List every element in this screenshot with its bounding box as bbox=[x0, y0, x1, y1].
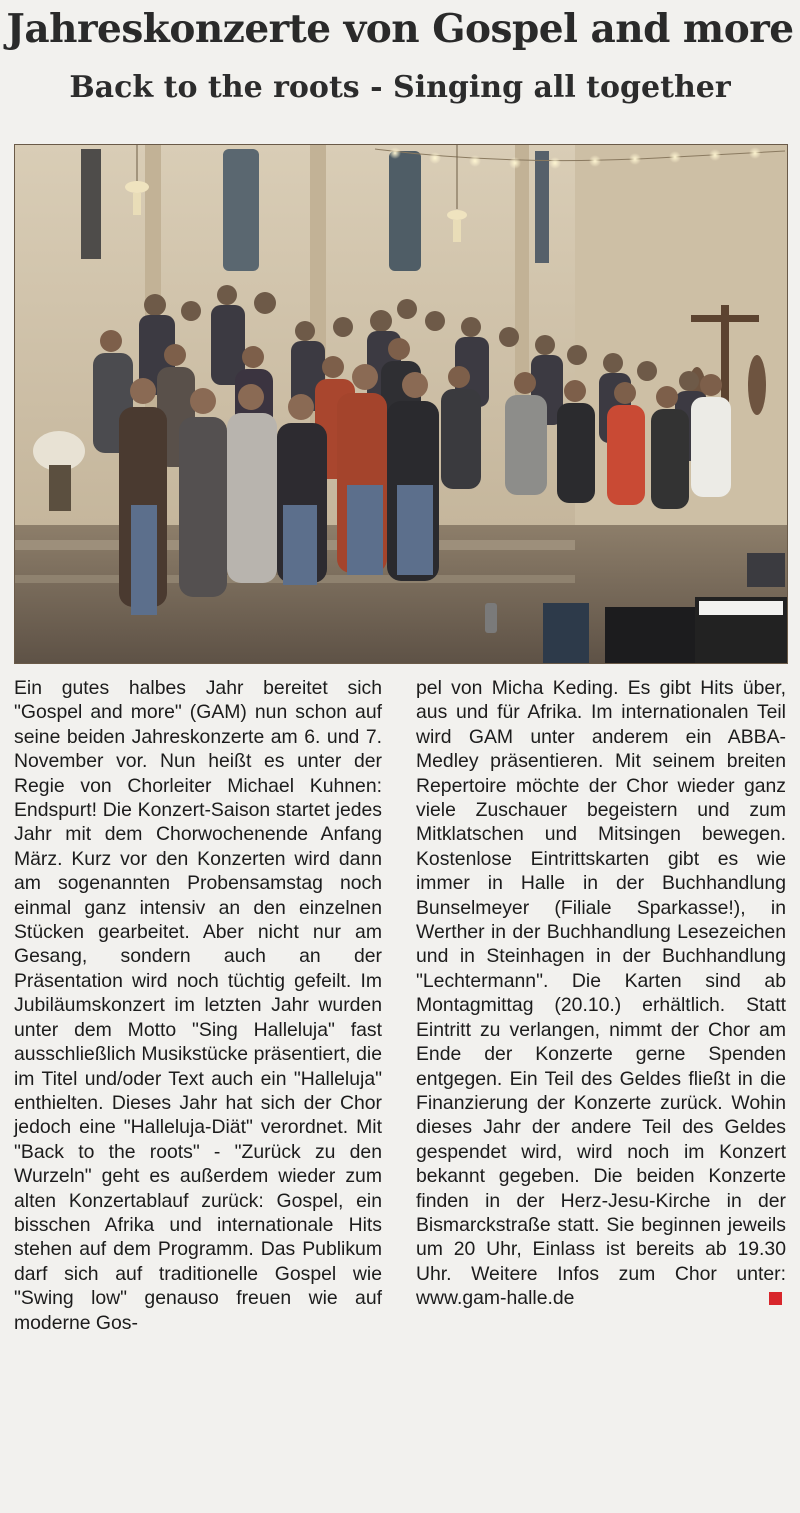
headline: Jahreskonzerte von Gospel and more bbox=[6, 6, 794, 52]
article-column-left bbox=[14, 676, 382, 1335]
choir-photo bbox=[14, 144, 788, 664]
subheadline: Back to the roots - Singing all together bbox=[69, 70, 731, 105]
column-left-text: Ein gutes halbes Jahr bereitet sich "Gospel and more" (GAM) nun schon auf seine beiden Jahreskonzerte am 6. und 7. November vor. Nun heißt es unter der Regie von Chorleiter Michael Kuhnen: Endspurt! Die Konzert-Saison startet jedes Jahr mit dem Chorwochenende Anfang März. Kurz vor den Konzerten wird dann am sogenannten Probensamstag noch einmal ganz intensiv an den einzelnen Stücken gearbeitet. Aber nicht nur am Gesang, sondern auch an der Präsentation wird noch tüchtig gefeilt. Im Jubiläumskonzert im letzten Jahr wurden unter dem Motto "Sing Halleluja" fast ausschließlich Musikstücke präsentiert, die im Titel und/oder Text auch ein "Halleluja" enthielten. Dieses Jahr hat sich der Chor jedoch eine "Halleluja-Diät" verordnet. Mit "Back to the roots" - "Zurück zu den Wurzeln" geht es außerdem wieder zum alten Konzertablauf zurück: Gospel, ein bisschen Afrika und internationale Hits stehen auf dem Programm. Das Publikum darf sich auf traditionelle Gospel wie "Swing low" genauso freuen wie auf moderne Gos- bbox=[14, 677, 382, 1334]
column-right-text bbox=[416, 676, 786, 1311]
end-of-article-mark bbox=[769, 1292, 782, 1305]
column-right-text-body: pel von Micha Keding. Es gibt Hits über, aus und für Afrika. Im internationalen Teil wird GAM unter anderem ein ABBA-Medley präsentieren. Mit seinem breiten Repertoire möchte der Chor wieder ganz viele Zuschauer begeistern und zum Mitklatschen und Mitsingen bewegen. Kostenlose Eintrittskarten gibt es wie immer in Halle in der Buchhandlung Bunselmeyer (Filiale Sparkasse!), in Werther in der Buchhandlung Lesezeichen und in Steinhagen in der Buchhandlung "Lechtermann". Die Karten sind ab Montagmittag (20.10.) erhältlich. Statt Eintritt zu verlangen, nimmt der Chor am Ende der Konzerte gerne Spenden entgegen. Ein Teil des Geldes fließt in die Finanzierung der Konzerte zurück. Wohin dieses Jahr der andere Teil des Geldes gespendet wird, wird noch im Konzert bekannt gegeben. Die beiden Konzerte finden in der Herz-Jesu-Kirche in der Bismarckstraße statt. Sie beginnen jeweils um 20 Uhr, Einlass ist bereits ab 19.30 Uhr. Weitere Infos zum Chor unter: www.gam-halle.de bbox=[416, 677, 786, 1310]
article-column-right bbox=[416, 676, 786, 1311]
